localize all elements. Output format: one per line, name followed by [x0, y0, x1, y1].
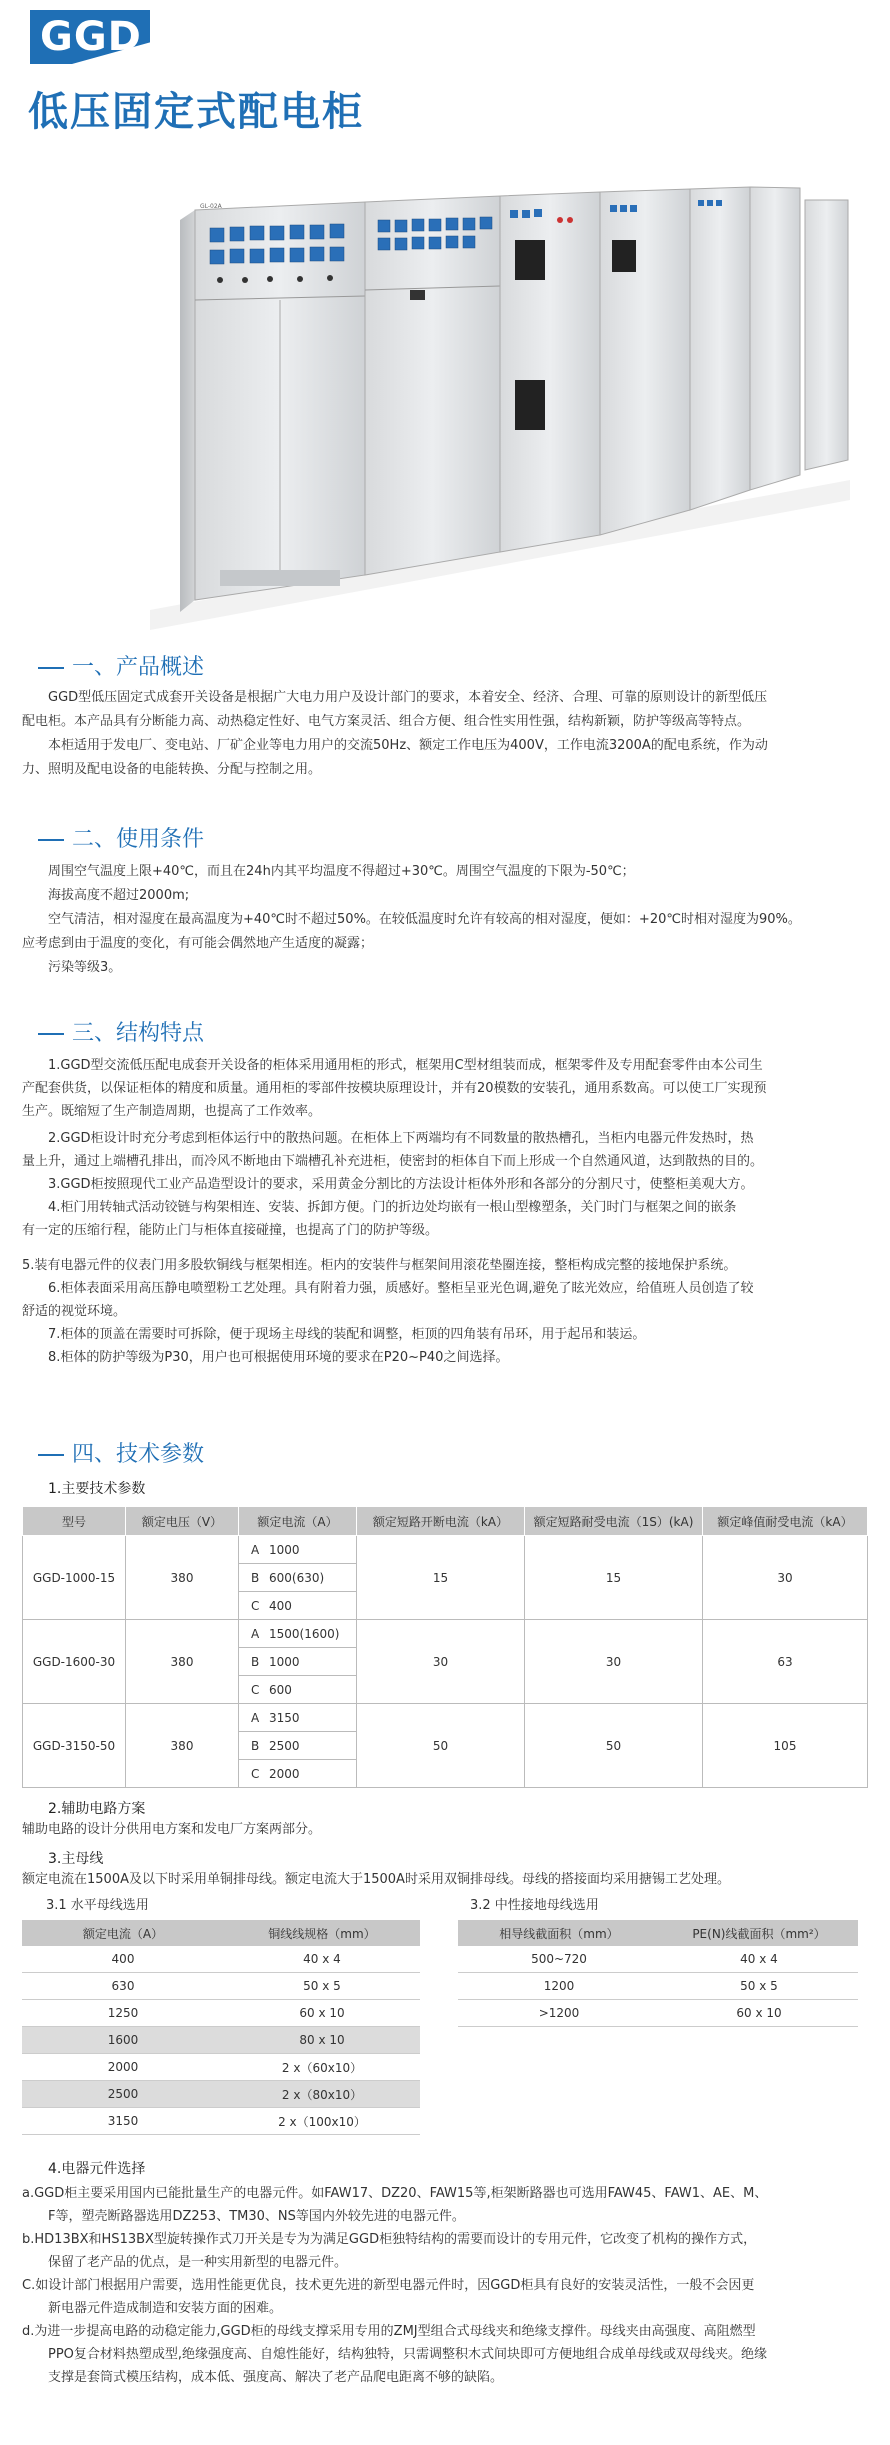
list-item: 有一定的压缩行程，能防止门与柜体直接碰撞，也提高了门的防护等级。 — [22, 1223, 439, 1238]
paragraph: 配电柜。本产品具有分断能力高、动热稳定性好、电气方案灵活、组合方便、组合性实用性强，结构新颖，防护等级高等特点。 — [22, 714, 751, 729]
section-title-text: 二、使用条件 — [72, 827, 205, 852]
list-item: 4.柜门用转轴式活动铰链与构架相连、安装、拆卸方便。门的折边处均嵌有一根山型橡塑条，关门时门与框架之间的嵌条 — [48, 1200, 737, 1215]
peak-cell: 30 — [703, 1536, 868, 1620]
subheading-aux-circuit: 2.辅助电路方案 — [48, 1801, 146, 1817]
overview-text — [22, 686, 872, 782]
list-item: d.为进一步提高电路的动稳定能力,GGD柜的母线支撑采用专用的ZMJ型组合式母线夹和绝缘支撑件。母线夹由高强度、高阻燃型 — [22, 2324, 756, 2339]
cell: 2 x（100x10） — [224, 2108, 420, 2135]
horizontal-busbar-table — [22, 1920, 420, 2135]
model-cell: GGD-1600-30 — [23, 1620, 126, 1704]
cell: 630 — [22, 1973, 224, 2000]
table-row — [22, 2027, 420, 2054]
grade-letter: C — [251, 1766, 260, 1781]
list-item: 8.柜体的防护等级为P30，用户也可根据使用环境的要求在P20~P40之间选择。 — [48, 1350, 509, 1365]
cell: 1250 — [22, 2000, 224, 2027]
cell: 60 x 10 — [224, 2000, 420, 2027]
brand-logo — [30, 10, 150, 64]
current-value: 1000 — [269, 1542, 300, 1557]
list-item: PPO复合材料热塑成型,绝缘强度高、自熄性能好，结构独特，只需调整积木式间块即可方便地组合成单母线或双母线夹。绝缘 — [48, 2347, 768, 2362]
title-rule — [38, 1454, 64, 1456]
list-item: C.如设计部门根据用户需要，选用性能更优良，技术更先进的新型电器元件时，因GGD柜具有良好的安装灵活性，一般不会因更 — [22, 2278, 755, 2293]
model-cell: GGD-3150-50 — [23, 1704, 126, 1788]
table-row — [458, 1973, 858, 2000]
table-header-row — [23, 1507, 868, 1536]
table-caption: 3.2 中性接地母线选用 — [470, 1898, 599, 1913]
logo-text: GGD — [40, 14, 142, 60]
list-item: 舒适的视觉环境。 — [22, 1304, 127, 1319]
title-rule — [38, 839, 64, 841]
list-item: 量上升，通过上端槽孔排出，而冷风不断地由下端槽孔补充进柜，使密封的柜体自下而上形成一个自然通风道，达到散热的目的。 — [22, 1154, 764, 1169]
col-header: 铜线线规格（mm） — [224, 1920, 420, 1946]
list-item: a.GGD柜主要采用国内已能批量生产的电器元件。如FAW17、DZ20、FAW15等,柜架断路器也可选用FAW45、FAW1、AE、M、 — [22, 2186, 768, 2201]
current-value: 2000 — [269, 1766, 300, 1781]
current-value: 2500 — [269, 1738, 300, 1753]
grade-letter: B — [251, 1654, 260, 1669]
current-cell — [239, 1704, 357, 1732]
cell: 2500 — [22, 2081, 224, 2108]
withstand-cell: 50 — [525, 1704, 703, 1788]
grade-letter: A — [251, 1710, 260, 1725]
col-header: 额定电流（A） — [239, 1507, 357, 1536]
model-cell: GGD-1000-15 — [23, 1536, 126, 1620]
current-cell — [239, 1648, 357, 1676]
current-cell — [239, 1620, 357, 1648]
paragraph: 海拔高度不超过2000m; — [48, 888, 190, 903]
table-row — [22, 2081, 420, 2108]
paragraph: 空气清洁，相对湿度在最高温度为+40℃时不超过50%。在较低温度时允许有较高的相对湿度，便如：+20℃时相对湿度为90%。 — [48, 912, 801, 927]
table-row — [22, 1946, 420, 1973]
current-cell — [239, 1592, 357, 1620]
list-item: 6.柜体表面采用高压静电喷塑粉工艺处理。具有附着力强，质感好。整柜呈亚光色调,避免了眩光效应，给值班人员创造了较 — [48, 1281, 754, 1296]
cell: 500~720 — [458, 1946, 660, 1973]
components-text — [22, 2182, 882, 2389]
grade-letter: C — [251, 1682, 260, 1697]
current-cell — [239, 1676, 357, 1704]
cell: 60 x 10 — [660, 2000, 858, 2027]
break-cell: 50 — [357, 1704, 525, 1788]
cell: 80 x 10 — [224, 2027, 420, 2054]
current-value: 1500(1600) — [269, 1626, 340, 1641]
title-rule — [38, 1033, 64, 1035]
current-value: 600 — [269, 1682, 292, 1697]
current-cell — [239, 1536, 357, 1564]
table-row — [23, 1704, 868, 1732]
table-caption: 3.1 水平母线选用 — [46, 1898, 149, 1913]
current-cell — [239, 1732, 357, 1760]
withstand-cell: 30 — [525, 1620, 703, 1704]
grade-letter: A — [251, 1542, 260, 1557]
paragraph: 力、照明及配电设备的电能转换、分配与控制之用。 — [22, 762, 322, 777]
table-row — [22, 2054, 420, 2081]
current-value: 600(630) — [269, 1570, 325, 1585]
page-title: 低压固定式配电柜 — [28, 89, 364, 135]
grade-letter: B — [251, 1738, 260, 1753]
col-header: 额定电压（V） — [126, 1507, 239, 1536]
withstand-cell: 15 — [525, 1536, 703, 1620]
paragraph: 本柜适用于发电厂、变电站、厂矿企业等电力用户的交流50Hz、额定工作电压为400V，工作电流3200A的配电系统，作为动 — [48, 738, 768, 753]
title-rule — [38, 667, 64, 669]
section-title-specs — [38, 1437, 204, 1468]
nameplate-text: GL-02A — [200, 203, 222, 210]
list-item: 新电器元件造成制造和安装方面的困难。 — [48, 2301, 283, 2316]
col-header: 相导线截面积（mm） — [458, 1920, 660, 1946]
list-item: 3.GGD柜按照现代工业产品造型设计的要求，采用黄金分割比的方法设计柜体外形和各部分的分割尺寸，使整柜美观大方。 — [48, 1177, 754, 1192]
aux-circuit-text: 辅助电路的设计分供用电方案和发电厂方案两部分。 — [22, 1822, 322, 1837]
section-title-text: 一、产品概述 — [72, 655, 205, 680]
cell: 50 x 5 — [660, 1973, 858, 2000]
cell: 2000 — [22, 2054, 224, 2081]
list-item: b.HD13BX和HS13BX型旋转操作式刀开关是专为为满足GGD柜独特结构的需要而设计的专用元件，它改变了机构的操作方式， — [22, 2232, 757, 2247]
voltage-cell: 380 — [126, 1620, 239, 1704]
main-busbar-text: 额定电流在1500A及以下时采用单铜排母线。额定电流大于1500A时采用双铜排母线。母线的搭接面均采用搪锡工艺处理。 — [22, 1872, 730, 1887]
list-item: F等，塑壳断路器选用DZ253、TM30、NS等国内外较先进的电器元件。 — [48, 2209, 465, 2224]
current-cell — [239, 1564, 357, 1592]
cell: 50 x 5 — [224, 1973, 420, 2000]
cell: >1200 — [458, 2000, 660, 2027]
voltage-cell: 380 — [126, 1536, 239, 1620]
structure-text — [22, 1054, 882, 1369]
grade-letter: B — [251, 1570, 260, 1585]
cell: 1200 — [458, 1973, 660, 2000]
neutral-busbar-table — [458, 1920, 858, 2027]
table-header-row — [458, 1920, 858, 1946]
product-photo — [150, 180, 850, 630]
table-row — [23, 1536, 868, 1564]
section-title-text: 三、结构特点 — [72, 1021, 205, 1046]
subheading-main-params: 1.主要技术参数 — [48, 1481, 146, 1497]
col-header: 额定峰值耐受电流（kA） — [703, 1507, 868, 1536]
current-value: 1000 — [269, 1654, 300, 1669]
paragraph: 污染等级3。 — [48, 960, 122, 975]
paragraph: GGD型低压固定式成套开关设备是根据广大电力用户及设计部门的要求，本着安全、经济、合理、可靠的原则设计的新型低压 — [48, 690, 768, 705]
subheading-components: 4.电器元件选择 — [48, 2161, 146, 2177]
grade-letter: A — [251, 1626, 260, 1641]
section-title-overview — [38, 650, 204, 681]
peak-cell: 105 — [703, 1704, 868, 1788]
break-cell: 15 — [357, 1536, 525, 1620]
cell: 2 x（80x10） — [224, 2081, 420, 2108]
table-header-row — [22, 1920, 420, 1946]
section-title-structure — [38, 1016, 204, 1047]
col-header: 额定短路耐受电流（1S）(kA) — [525, 1507, 703, 1536]
cell: 3150 — [22, 2108, 224, 2135]
current-cell — [239, 1760, 357, 1788]
list-item: 产配套供货，以保证柜体的精度和质量。通用柜的零部件按模块原理设计，并有20模数的安装孔，通用系数高。可以使工厂实现预 — [22, 1081, 767, 1096]
section-title-conditions — [38, 822, 204, 853]
paragraph: 周围空气温度上限+40℃，而且在24h内其平均温度不得超过+30℃。周围空气温度的下限为-50℃； — [48, 864, 635, 879]
table-row — [458, 1946, 858, 1973]
list-item: 生产。既缩短了生产制造周期，也提高了工作效率。 — [22, 1104, 322, 1119]
main-params-table — [22, 1506, 868, 1788]
list-item: 7.柜体的顶盖在需要时可拆除，便于现场主母线的装配和调整，柜顶的四角装有吊环，用于起吊和装运。 — [48, 1327, 646, 1342]
subheading-main-busbar: 3.主母线 — [48, 1851, 104, 1867]
paragraph: 应考虑到由于温度的变化，有可能会偶然地产生适度的凝露； — [22, 936, 374, 951]
col-header: 型号 — [23, 1507, 126, 1536]
list-item: 1.GGD型交流低压配电成套开关设备的柜体采用通用柜的形式，框架用C型材组装而成，框架零件及专用配套零件由本公司生 — [48, 1058, 763, 1073]
table-row — [22, 2000, 420, 2027]
cell: 1600 — [22, 2027, 224, 2054]
cell: 40 x 4 — [224, 1946, 420, 1973]
table-row — [458, 2000, 858, 2027]
cell: 2 x（60x10） — [224, 2054, 420, 2081]
list-item: 保留了老产品的优点，是一种实用新型的电器元件。 — [48, 2255, 348, 2270]
cell: 40 x 4 — [660, 1946, 858, 1973]
col-header: 额定电流（A） — [22, 1920, 224, 1946]
list-item: 2.GGD柜设计时充分考虑到柜体运行中的散热问题。在柜体上下两端均有不同数量的散热槽孔，当柜内电器元件发热时，热 — [48, 1131, 754, 1146]
voltage-cell: 380 — [126, 1704, 239, 1788]
list-item: 5.装有电器元件的仪表门用多股软铜线与框架相连。柜内的安装件与框架间用滚花垫圈连接，整柜构成完整的接地保护系统。 — [22, 1258, 737, 1273]
current-value: 3150 — [269, 1710, 300, 1725]
cell: 400 — [22, 1946, 224, 1973]
peak-cell: 63 — [703, 1620, 868, 1704]
grade-letter: C — [251, 1598, 260, 1613]
break-cell: 30 — [357, 1620, 525, 1704]
section-title-text: 四、技术参数 — [72, 1442, 205, 1467]
current-value: 400 — [269, 1598, 292, 1613]
list-item: 支撑是套筒式模压结构，成本低、强度高、解决了老产品爬电距离不够的缺陷。 — [48, 2370, 504, 2385]
table-row — [22, 2108, 420, 2135]
conditions-text — [22, 860, 882, 980]
table-row — [23, 1620, 868, 1648]
col-header: 额定短路开断电流（kA） — [357, 1507, 525, 1536]
col-header: PE(N)线截面积（mm²） — [660, 1920, 858, 1946]
table-row — [22, 1973, 420, 2000]
